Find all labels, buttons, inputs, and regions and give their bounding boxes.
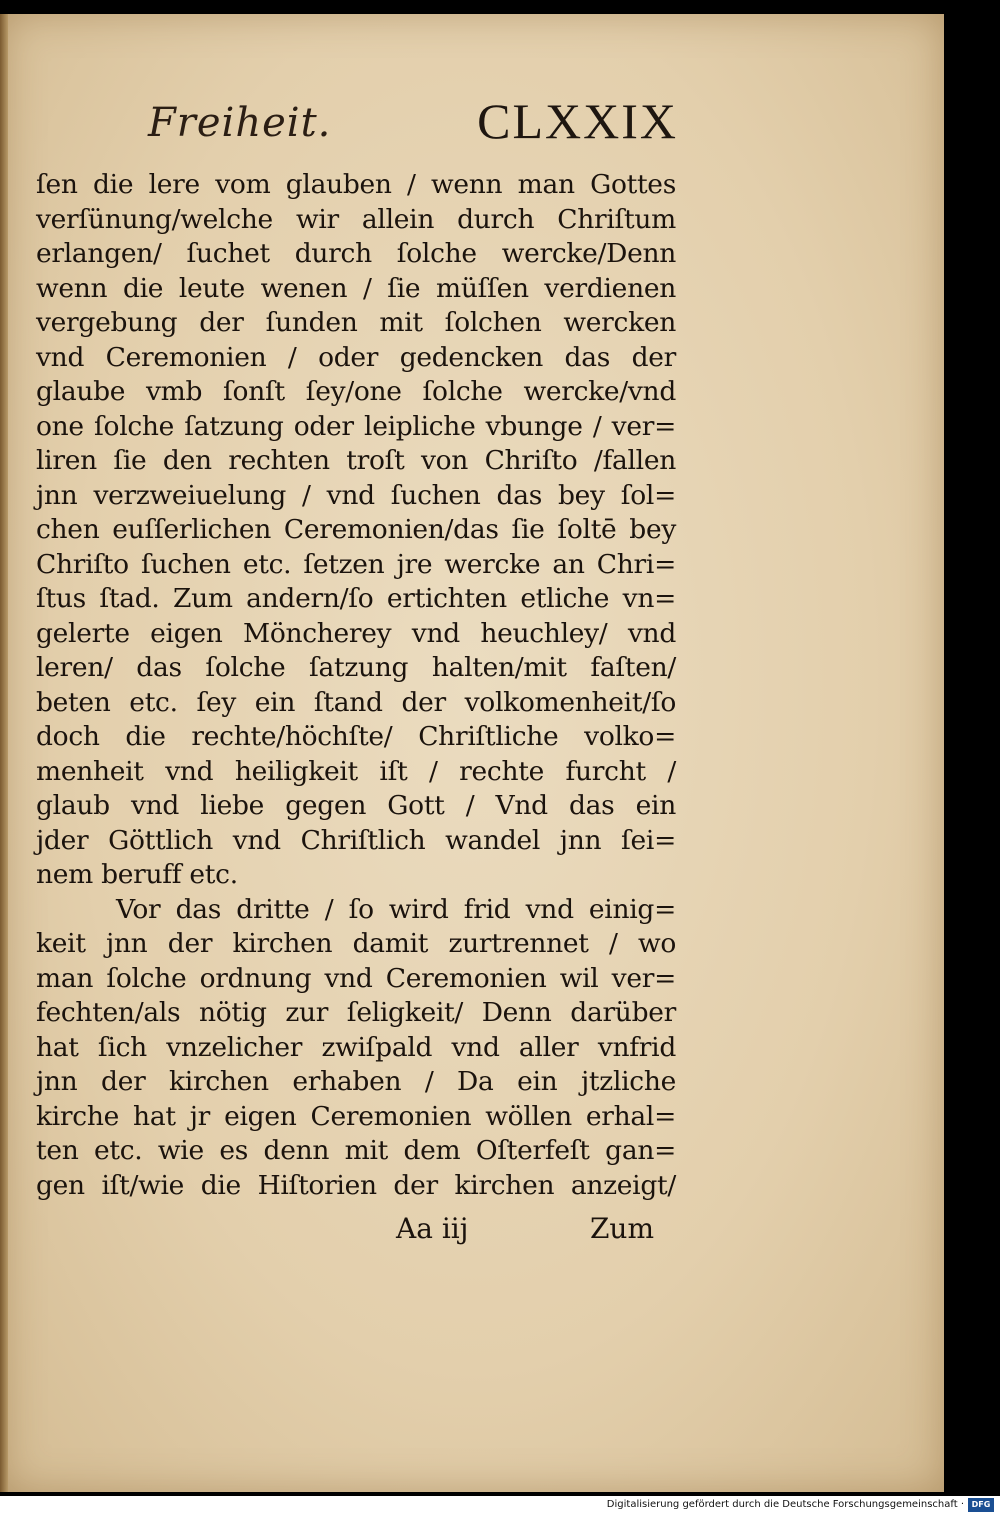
- page-footer: [36, 1208, 676, 1248]
- text-line: erlangen/ ſuchet durch ſolche wercke/Denn: [36, 238, 676, 269]
- catchword: Zum: [589, 1212, 654, 1245]
- text-line: doch die rechte/höchſte/ Chriſtliche volko=: [36, 721, 676, 752]
- text-line: Chriſto ſuchen etc. ſetzen jre wercke an Chri=: [36, 548, 676, 580]
- text-line: ſtus ſtad. Zum andern/ſo ertichten etliche vn=: [36, 583, 676, 614]
- text-line: fechten/als nötig zur ſeligkeit/ Denn darüber: [36, 997, 676, 1028]
- text-line: glaub vnd liebe gegen Gott / Vnd das ein: [36, 790, 676, 821]
- running-head: Freiheit.: [148, 100, 332, 146]
- text-line: leren/ das ſolche ſatzung halten/mit faſten/: [36, 652, 676, 683]
- funding-credit: Digitalisierung gefördert durch die Deutsche Forschungsgemeinschaft ·: [606, 1499, 964, 1510]
- text-line: menheit vnd heiligkeit iſt / rechte furcht /: [36, 755, 676, 787]
- text-line: keit jnn der kirchen damit zurtrennet / wo: [36, 928, 676, 959]
- signature-mark: Aa iij: [396, 1212, 469, 1245]
- folio-number: CLXXIX: [477, 93, 678, 149]
- paragraph-start: Vor das dritte / ſo wird frid vnd einig=: [116, 893, 676, 925]
- text-line: vnd Ceremonien / oder gedencken das der: [36, 341, 676, 373]
- credit-bar: [0, 1496, 1000, 1517]
- text-line: ten etc. wie es denn mit dem Oſterfeſt gan=: [36, 1135, 676, 1166]
- text-line: verſünung/welche wir allein durch Chriſtum: [36, 203, 676, 235]
- text-line: jnn der kirchen erhaben / Da ein jtzliche: [36, 1066, 676, 1097]
- text-line: kirche hat jr eigen Ceremonien wöllen erhal=: [36, 1100, 676, 1132]
- page-header: [148, 92, 678, 162]
- text-line: hat ſich vnzelicher zwiſpald vnd aller vnfrid: [36, 1031, 676, 1063]
- page-edge: [0, 14, 8, 1492]
- text-line: jder Göttlich vnd Chriſtlich wandel jnn ſei=: [36, 824, 676, 856]
- text-line: man ſolche ordnung vnd Ceremonien wil ver=: [36, 962, 676, 994]
- text-line: gen iſt/wie die Hiſtorien der kirchen anzeigt/: [36, 1169, 676, 1201]
- dfg-logo-icon: DFG: [968, 1498, 994, 1512]
- text-line: glaube vmb ſonſt ſey/one ſolche wercke/vnd: [36, 376, 676, 407]
- text-line: wenn die leute wenen / ſie müſſen verdienen: [36, 272, 676, 304]
- text-line: vergebung der ſunden mit ſolchen wercken: [36, 307, 676, 338]
- text-line: liren ſie den rechten troſt von Chriſto /fallen: [36, 445, 676, 476]
- text-line: chen euſſerlichen Ceremonien/das ſie ſoltē bey: [36, 514, 676, 545]
- text-line: jnn verzweiuelung / vnd ſuchen das bey ſol=: [36, 479, 676, 511]
- text-line: gelerte eigen Möncherey vnd heuchley/ vnd: [36, 617, 676, 649]
- text-line: one ſolche ſatzung oder leipliche vbunge / ver=: [36, 410, 676, 442]
- text-line: beten etc. ſey ein ſtand der volkomenheit/ſo: [36, 686, 676, 718]
- text-line: ſen die lere vom glauben / wenn man Gottes: [36, 169, 676, 200]
- text-line: nem beruff etc.: [36, 859, 238, 890]
- body-text: [36, 168, 676, 1203]
